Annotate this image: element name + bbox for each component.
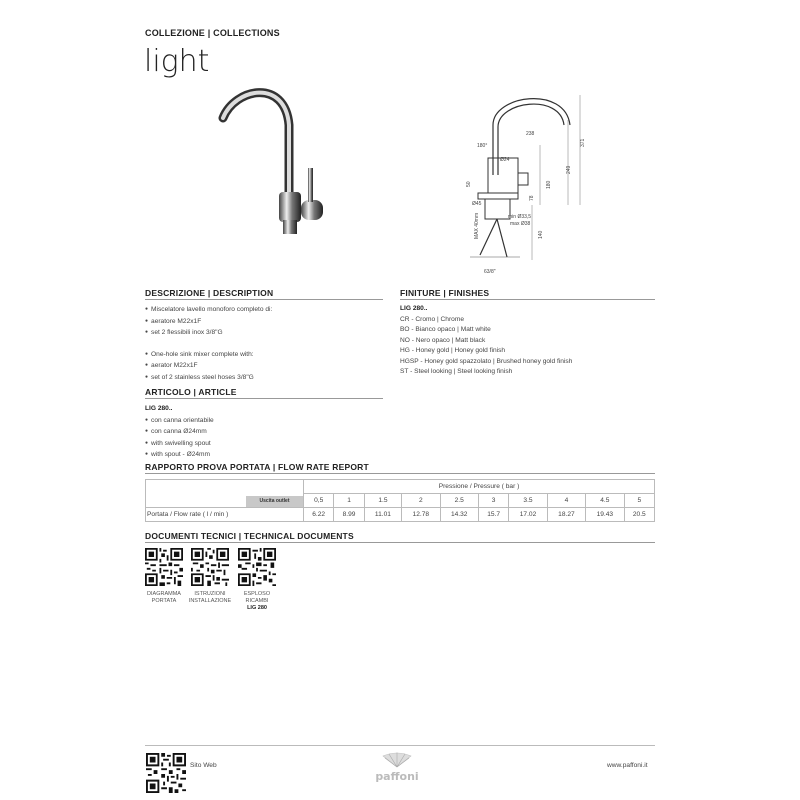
dim-label: MAX 40mm: [474, 212, 480, 239]
dim-label: 249: [566, 165, 572, 174]
table-row: [146, 508, 655, 522]
outlet-label: Uscita outlet: [246, 496, 303, 507]
article-item: ● with swivelling spout: [145, 438, 214, 450]
collection-label: COLLEZIONE | COLLECTIONS: [145, 28, 280, 38]
dim-label: max Ø38: [510, 221, 531, 227]
pressure-cell: 1: [334, 494, 364, 508]
dim-label: 180: [546, 180, 552, 189]
shell-logo-icon: [380, 752, 414, 768]
product-title: light: [144, 44, 210, 79]
pressure-cell: 2: [402, 494, 440, 508]
rate-cell: 12.78: [402, 508, 440, 522]
finish-item: ST - Steel looking | Steel looking finish: [400, 368, 513, 375]
divider: [145, 473, 655, 474]
rate-cell: 19.43: [586, 508, 624, 522]
divider: [400, 299, 655, 300]
doc-label: ISTRUZIONI INSTALLAZIONE: [188, 591, 232, 604]
pressure-cell: 4.5: [586, 494, 624, 508]
qr-code-icon[interactable]: [145, 548, 183, 586]
site-label: Sito Web: [190, 762, 217, 769]
table-cell: [146, 480, 247, 508]
rate-cell: 20.5: [624, 508, 654, 522]
dim-label: 180°: [477, 143, 488, 149]
article-item: ● con canna Ø24mm: [145, 426, 214, 438]
rate-cell: 11.01: [364, 508, 401, 522]
article-item: ● con canna orientabile: [145, 415, 214, 427]
finish-item: HGSP - Honey gold spazzolato | Brushed honey gold finish: [400, 357, 573, 365]
rate-cell: 8.99: [334, 508, 364, 522]
pressure-cell: 3.5: [509, 494, 547, 508]
rate-cell: 18.27: [547, 508, 585, 522]
finish-item: NO - Nero opaco | Matt black: [400, 336, 486, 344]
description-item: ● One-hole sink mixer complete with:: [145, 349, 272, 361]
pressure-cell: 3: [478, 494, 508, 508]
dim-label: Ø24: [500, 157, 510, 163]
row-label: Portata / Flow rate ( l / min ): [146, 508, 304, 522]
dim-label: min Ø33,5: [508, 214, 532, 220]
description-heading: DESCRIZIONE | DESCRIPTION: [145, 288, 274, 298]
pressure-cell: 5: [624, 494, 654, 508]
dim-label: 50: [466, 181, 472, 187]
finish-item: CR - Cromo | Chrome: [400, 315, 464, 323]
description-item: ● aerator M22x1F: [145, 360, 272, 372]
dim-label: 63/8": [484, 269, 496, 275]
table-cell: [246, 480, 304, 508]
website-link[interactable]: www.paffoni.it: [607, 762, 648, 769]
brand-logo: [372, 752, 422, 783]
finishes-heading: FINITURE | FINISHES: [400, 288, 490, 298]
rate-cell: 17.02: [509, 508, 547, 522]
divider: [145, 542, 655, 543]
dim-label: 78: [529, 195, 535, 201]
pressure-cell: 2.5: [440, 494, 478, 508]
rate-cell: 14.32: [440, 508, 478, 522]
dim-label: 238: [526, 131, 535, 137]
divider: [145, 299, 383, 300]
flow-table: [145, 479, 655, 522]
technical-drawing: [460, 85, 595, 280]
description-item: ● Miscelatore lavello monoforo completo di:: [145, 304, 272, 316]
finish-item: BO - Bianco opaco | Matt white: [400, 326, 491, 333]
pressure-cell: 0,5: [304, 494, 334, 508]
qr-code-icon[interactable]: [238, 548, 276, 586]
flow-heading: RAPPORTO PROVA PORTATA | FLOW RATE REPORT: [145, 462, 369, 472]
rate-cell: 15.7: [478, 508, 508, 522]
description-item: ● set 2 flessibili inox 3/8"G: [145, 327, 272, 339]
description-list: [145, 304, 272, 383]
article-code: LIG 280..: [145, 405, 173, 412]
finish-item: HG - Honey gold | Honey gold finish: [400, 347, 506, 354]
doc-label: ESPLOSO RICAMBI LIG 280: [243, 591, 271, 611]
description-item: ● set of 2 stainless steel hoses 3/8"G: [145, 372, 272, 384]
divider: [145, 398, 383, 399]
doc-label: DIAGRAMMA PORTATA: [147, 591, 181, 604]
footer-divider: [145, 745, 655, 746]
description-item: ● aeratore M22x1F: [145, 316, 272, 328]
pressure-label: Pressione / Pressure ( bar ): [304, 480, 655, 494]
dim-label: 140: [538, 230, 544, 239]
finishes-list: [400, 304, 572, 378]
article-list: [145, 404, 214, 461]
qr-code-icon[interactable]: [191, 548, 229, 586]
article-item: ● with spout - Ø24mm: [145, 449, 214, 461]
dim-label: 371: [580, 138, 586, 147]
documents-heading: DOCUMENTI TECNICI | TECHNICAL DOCUMENTS: [145, 531, 354, 541]
table-row: [146, 480, 655, 494]
faucet-photo: [215, 80, 335, 240]
brand-name: paffoni: [375, 770, 419, 783]
website-qr-icon[interactable]: [146, 753, 186, 793]
rate-cell: 6.22: [304, 508, 334, 522]
doc-item[interactable]: [227, 548, 287, 612]
article-heading: ARTICOLO | ARTICLE: [145, 387, 237, 397]
finish-code: LIG 280..: [400, 305, 428, 312]
pressure-cell: 4: [547, 494, 585, 508]
pressure-cell: 1.5: [364, 494, 401, 508]
dim-label: Ø45: [472, 201, 482, 207]
